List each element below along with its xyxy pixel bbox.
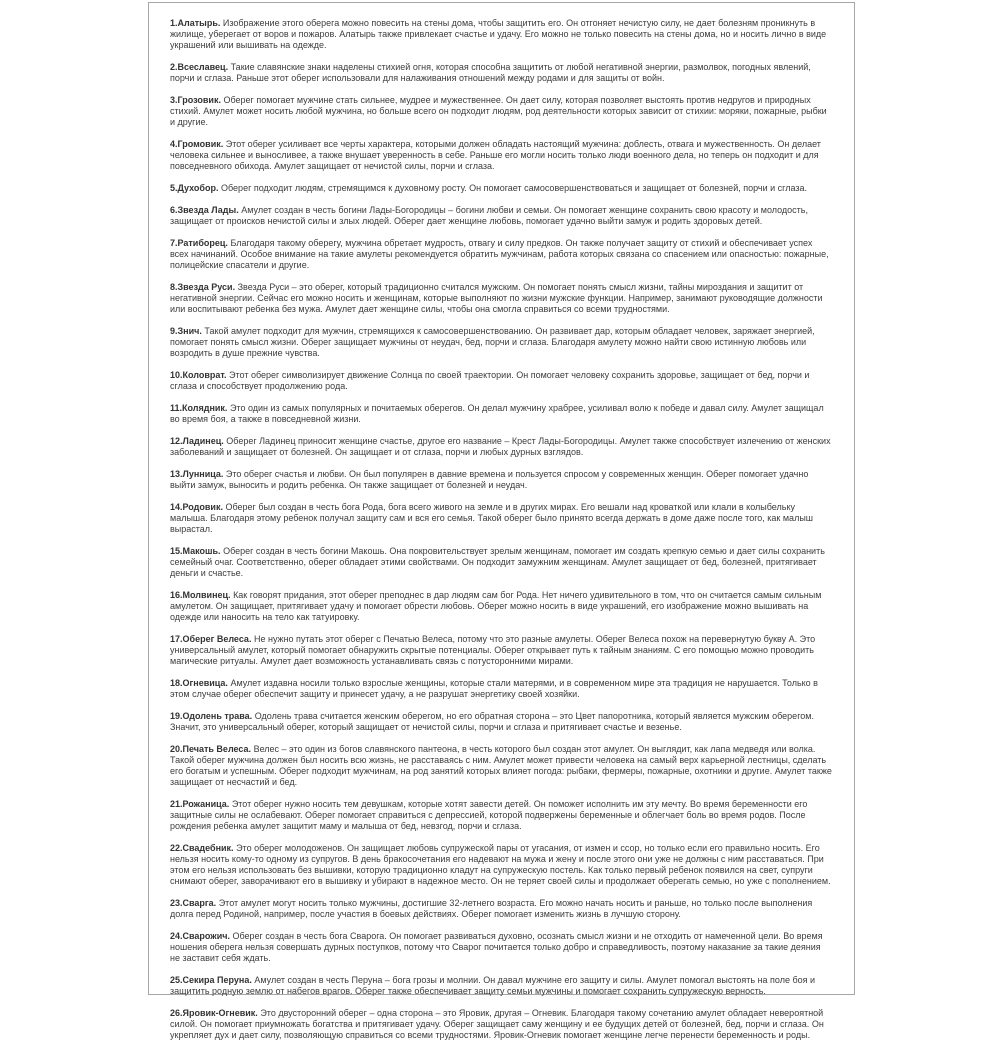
amulet-entry (170, 139, 833, 172)
entry-text: Одолень трава считается женским оберегом, но его обратная сторона – это Цвет папоротника, который является мужским оберегом. Значит, это универсальный оберег, который защищает от нечистой силы, порчи и сглаза и притягивает счастье и везенье. (170, 711, 814, 732)
entry-title: 22.Свадебник. (170, 843, 234, 853)
entry-title: 11.Колядник. (170, 403, 228, 413)
entry-title: 9.Знич. (170, 326, 202, 336)
entry-title: 5.Духобор. (170, 183, 219, 193)
amulet-entry (170, 370, 833, 392)
entry-text: Оберег помогает мужчине стать сильнее, мудрее и мужественнее. Он дает силу, которая позволяет выстоять против недругов и природных стихий. Амулет может носить любой мужчина, но больше всего он подходит людям, род деятельности которых зависит от стихии: моряки, пожарные, рыбки и другие. (170, 95, 827, 127)
amulet-entry (170, 799, 833, 832)
entry-text: Это двусторонний оберег – одна сторона – это Яровик, другая – Огневик. Благодаря такому сочетанию амулет обладает невероятной силой. Он помогает приумножать богатства и притягивает удачу. Оберег защищает саму женщину и ее будущих детей от болезней, бед, порчи и сглаза. Он укрепляет дух и дает силу, позволяющую справиться со всеми трудностями. Яровик-Огневик помогает женщине легче перенести беременность и роды. (170, 1008, 824, 1040)
entry-title: 15.Макошь. (170, 546, 221, 556)
amulet-entry (170, 183, 833, 194)
entry-text: Велес – это один из богов славянского пантеона, в честь которого был создан этот амулет. Он выглядит, как лапа медведя или волка. Такой оберег мужчина должен был носить всю жизнь, не расставаясь с ним. Амулет может привести человека на самый верх карьерной лестницы, сделать его богатым и успешным. Оберег подходит мужчинам, на род занятий которых влияет погода: рыбаки, фермеры, пожарные, охотники и другие. Амулет также защищает от несчастий и бед. (170, 744, 832, 787)
entry-text: Этот амулет могут носить только мужчины, достигшие 32-летнего возраста. Его можно начать носить и раньше, но только после выполнения долга перед Родиной, например, после участия в боевых действиях. Оберег помогает изменить жизнь в лучшую сторону. (170, 898, 813, 919)
entry-text: Звезда Руси – это оберег, который традиционно считался мужским. Он помогает понять смысл жизни, тайны мироздания и защитит от негативной энергии. Сейчас его можно носить и женщинам, которые выполняют по жизни мужские функции. Например, занимают руководящие должности или воспитывают ребенка без мужа. Амулет дает женщине силы, чтобы она смогла справиться со всеми трудностями. (170, 282, 823, 314)
entry-title: 14.Родовик. (170, 502, 223, 512)
entry-text: Изображение этого оберега можно повесить на стены дома, чтобы защитить его. Он отгоняет нечистую силу, не дает болезням проникнуть в жилище, уберегает от воров и пожаров. Алатырь также привлекает счастье и удачу. Его можно не только повесить на стены дома, но и носить лично в виде украшений или вышивать на одежде. (170, 18, 827, 50)
entry-title: 8.Звезда Руси. (170, 282, 236, 292)
amulet-entry (170, 436, 833, 458)
entry-title: 19.Одолень трава. (170, 711, 253, 721)
entry-title: 3.Грозовик. (170, 95, 221, 105)
amulet-entry (170, 931, 833, 964)
amulet-entry (170, 282, 833, 315)
entry-title: 13.Лунница. (170, 469, 224, 479)
amulet-entry (170, 711, 833, 733)
entry-text: Оберег был создан в честь бога Рода, бога всего живого на земле и в других мирах. Его вешали над кроваткой или клали в колыбельку малыша. Благодаря этому ребенок получал защиту сам и вся его семья. Такой оберег было принято всегда держать в доме даже после того, как малыш вырастал. (170, 502, 814, 534)
entry-title: 1.Алатырь. (170, 18, 221, 28)
entry-title: 26.Яровик-Огневик. (170, 1008, 258, 1018)
amulet-entry (170, 238, 833, 271)
entry-text: Оберег создан в честь бога Сварога. Он помогает развиваться духовно, осознать смысл жизни и не отходить от намеченной цели. Во время ношения оберега нельзя совершать дурных поступков, потому что Сварог почитается только добро и справедливость, поэтому наказание за такие деяния не заставит себя ждать. (170, 931, 823, 963)
entry-text: Как говорят придания, этот оберег преподнес в дар людям сам бог Рода. Нет ничего удивительного в том, что он считается самым сильным амулетом. Он защищает, притягивает удачу и помогает обрести любовь. Оберег можно носить в виде украшений, его изображение можно вышивать на одежде или наносить на тело как татуировку. (170, 590, 822, 622)
amulet-entry (170, 843, 833, 887)
amulet-entry (170, 403, 833, 425)
amulet-entry (170, 634, 833, 667)
entry-text: Это один из самых популярных и почитаемых оберегов. Он делал мужчину храбрее, усиливал волю к победе и давал силу. Амулет защищал во время боя, а также в повседневной жизни. (170, 403, 824, 424)
entry-text: Амулет создан в честь богини Лады-Богородицы – богини любви и семьи. Он помогает женщине сохранить свою красоту и молодость, защищает от происков нечистой силы и злых людей. Оберег дает женщине любовь, помогает удачно выйти замуж и родить здоровых детей. (170, 205, 808, 226)
entry-text: Этот оберег символизирует движение Солнца по своей траектории. Он помогает человеку сохранить здоровье, защищает от бед, порчи и сглаза и способствует продолжению рода. (170, 370, 810, 391)
entry-title: 17.Оберег Велеса. (170, 634, 252, 644)
entry-text: Этот оберег усиливает все черты характера, которыми должен обладать настоящий мужчина: доблесть, отвага и мужественность. Он делает человека сильнее и выносливее, а также внушает уверенность в себе. Раньше его могли носить только люди военного дела, но теперь он подходит и для повседневного обихода. Амулет защищает от нечистой силы, порчи и сглаза. (170, 139, 821, 171)
amulet-entry (170, 1008, 833, 1041)
amulet-entry (170, 205, 833, 227)
entry-text: Благодаря такому оберегу, мужчина обретает мудрость, отвагу и силу предков. Он также получает защиту от стихий и обеспечивает успех всех начинаний. Особое внимание на такие амулеты рекомендуется обратить мужчинам, работа которых связана со спасением или опасностью: пожарные, полицейские спасатели и другие. (170, 238, 829, 270)
entry-title: 2.Всеславец. (170, 62, 229, 72)
amulet-entry (170, 95, 833, 128)
entry-title: 24.Сварожич. (170, 931, 230, 941)
entry-title: 12.Ладинец. (170, 436, 224, 446)
entry-title: 7.Ратиборец. (170, 238, 228, 248)
entry-text: Этот оберег нужно носить тем девушкам, которые хотят завести детей. Он поможет исполнить им эту мечту. Во время беременности его защитные силы не ослабевают. Оберег помогает справиться с депрессией, которой подвержены беременные и облегчает боль во время родов. После рождения ребенка амулет защитит маму и малыша от бед, невзгод, порчи и сглаза. (170, 799, 808, 831)
entry-title: 25.Секира Перуна. (170, 975, 252, 985)
entry-text: Оберег Ладинец приносит женщине счастье, другое его название – Крест Лады-Богородицы. Амулет также способствует излечению от женских заболеваний и защищает от болезней. Он защищает и от сглаза, порчи и любых дурных взглядов. (170, 436, 831, 457)
amulet-entry (170, 590, 833, 623)
amulet-entry (170, 744, 833, 788)
entry-title: 10.Коловрат. (170, 370, 227, 380)
entry-text: Это оберег счастья и любви. Он был популярен в давние времена и пользуется спросом у современных женщин. Оберег помогает удачно выйти замуж, выносить и родить ребенка. Он также защищает от болезней и неудач. (170, 469, 809, 490)
entry-text: Не нужно путать этот оберег с Печатью Велеса, потому что это разные амулеты. Оберег Велеса похож на перевернутую букву А. Это универсальный амулет, который помогает обнаружить скрытые потенциалы. Оберег открывает путь к тайным знаниям. С его помощью можно проводить магические ритуалы. Амулет дает возможность устанавливать связь с потусторонними мирами. (170, 634, 816, 666)
amulet-entry (170, 678, 833, 700)
amulet-entry (170, 975, 833, 997)
entry-title: 20.Печать Велеса. (170, 744, 252, 754)
amulet-list (170, 18, 833, 1052)
document-page (148, 2, 855, 1040)
entry-text: Амулет создан в честь Перуна – бога грозы и молнии. Он давал мужчине его защиту и силы. Амулет помогал выстоять на поле боя и защитить родную землю от набегов врагов. Оберег также обеспечивает защиту семьи мужчины и помогает сохранить супружескую верность. (170, 975, 816, 996)
amulet-entry (170, 469, 833, 491)
amulet-entry (170, 502, 833, 535)
amulet-entry (170, 546, 833, 579)
entry-text: Такие славянские знаки наделены стихией огня, которая способна защитить от любой негативной энергии, размолвок, погодных явлений, порчи и сглаза. Раньше этот оберег использовали для налаживания отношений между родами и для защиты от войн. (170, 62, 811, 83)
entry-title: 23.Сварга. (170, 898, 217, 908)
entry-text: Оберег создан в честь богини Макошь. Она покровительствует зрелым женщинам, помогает им создать крепкую семью и дает силы сохранить семейный очаг. Соответственно, оберег обладает этими свойствами. Он подходит замужним женщинам. Амулет защищает от бед, болезней, притягивает деньги и счастье. (170, 546, 825, 578)
amulet-entry (170, 898, 833, 920)
amulet-entry (170, 326, 833, 359)
entry-title: 4.Громовик. (170, 139, 224, 149)
entry-title: 16.Молвинец. (170, 590, 231, 600)
entry-text: Это оберег молодоженов. Он защищает любовь супружеской пары от угасания, от измен и ссор, но только если его правильно носить. Его нельзя носить кому-то одному из супругов. В день бракосочетания его надевают на мужа и жену и после этого они уже не должны с ним расставаться. При этом его нельзя использовать без вышивки, которую традиционно кладут на супружескую постель. Как только первый ребенок появился на свет, супруги снимают оберег, заворачивают его в вышивку и убирают в надежное место. Он не теряет своей силы и продолжает оберегать семью, но уже с пополнением. (170, 843, 831, 886)
entry-title: 18.Огневица. (170, 678, 228, 688)
entry-text: Оберег подходит людям, стремящимся к духовному росту. Он помогает самосовершенствоваться и защищает от болезней, порчи и сглаза. (221, 183, 808, 193)
entry-text: Такой амулет подходит для мужчин, стремящихся к самосовершенствованию. Он развивает дар, которым обладает человек, заряжает энергией, помогает понять смысл жизни. Оберег защищает мужчины от неудач, бед, порчи и сглаза. Благодаря амулету можно найти свою истинную любовь или возродить в душе прежние чувства. (170, 326, 815, 358)
entry-text: Амулет издавна носили только взрослые женщины, которые стали матерями, и в современном мире эта традиция не нарушается. Только в этом случае оберег обеспечит защиту и принесет удачу, а не разрушат энергетику своей хозяйки. (170, 678, 818, 699)
amulet-entry (170, 18, 833, 51)
amulet-entry (170, 62, 833, 84)
entry-title: 6.Звезда Лады. (170, 205, 239, 215)
entry-title: 21.Рожаница. (170, 799, 230, 809)
